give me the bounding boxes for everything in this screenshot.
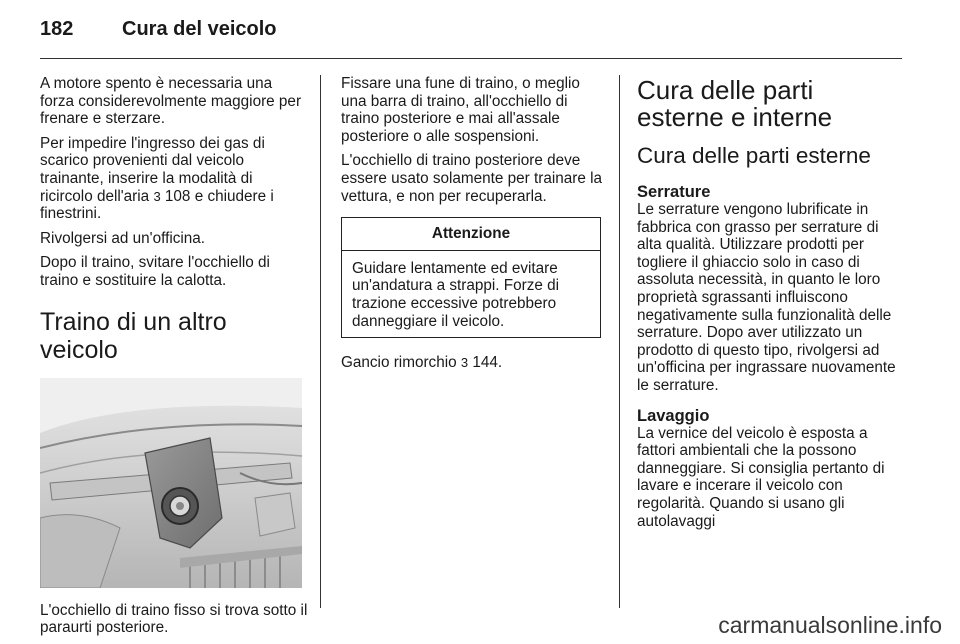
washing-paragraph: La vernice del veicolo è esposta a fattori ambientali che la possono danneggiare. Si consiglia pertanto di lavare e incerare il veicolo con regolarità. Quando si usano gli autolavaggi xyxy=(637,424,885,530)
page-number: 182 xyxy=(40,18,74,40)
paragraph: A motore spento è necessaria una forza considerevolmente maggiore per frenare e sterzare. xyxy=(40,75,302,128)
cross-reference-arrow-icon[interactable]: 3 xyxy=(460,355,469,371)
warning-notice-box xyxy=(341,217,601,338)
page-title: Cura del veicolo xyxy=(122,18,277,40)
column-2 xyxy=(341,75,603,379)
paragraph: L'occhiello di traino posteriore deve essere usato solamente per trainare la vettura, e non per recuperarla. xyxy=(341,152,603,205)
page-header xyxy=(40,18,902,48)
header-divider xyxy=(40,58,902,59)
paragraph: Rivolgersi ad un'officina. xyxy=(40,229,206,247)
section-heading: Traino di un altro veicolo xyxy=(40,307,227,364)
column-divider-2 xyxy=(619,75,620,608)
figure-caption: L'occhiello di traino fisso si trova sotto il paraurti posteriore. xyxy=(40,601,308,637)
cross-reference-arrow-icon[interactable]: 3 xyxy=(153,188,161,204)
locks-paragraph: Le serrature vengono lubrificate in fabbrica con grasso per serrature di alta qualità. Utilizzare prodotti per togliere il ghiaccio solo in caso di assoluta necessità, in quanto le loro proprietà sgrassanti influiscono negativamente sulla funzionalità delle serrature. Dopo aver utilizzato un prodotto di questo tipo, rivolgersi ad un'officina per ingrassare nuovamente le serrature. xyxy=(637,201,896,394)
locks-heading: Serrature xyxy=(637,183,711,201)
watermark: carmanualsonline.info xyxy=(718,612,942,638)
paragraph: Dopo il traino, svitare l'occhiello di traino e sostituire la calotta. xyxy=(40,254,270,289)
towing-eye-illustration xyxy=(40,378,302,588)
paragraph: Per impedire l'ingresso dei gas di scarico provenienti dal veicolo trainante, inserire la modalità di ricircolo dell'aria 3 108 e chiudere i finestrini. xyxy=(40,134,274,223)
washing-heading: Lavaggio xyxy=(637,406,710,425)
column-3 xyxy=(637,75,902,542)
column-divider-1 xyxy=(320,75,321,608)
main-heading: Cura delle parti esterne e interne xyxy=(637,75,833,132)
notice-body: Guidare lentamente ed evitare un'andatura a strappi. Forze di trazione eccessive potrebbero danneggiare il veicolo. xyxy=(352,259,560,330)
column-1 xyxy=(40,75,308,644)
paragraph: Fissare una fune di traino, o meglio una barra di traino, all'occhiello di traino posteriore e mai all'assale posteriore o alle sospensioni. xyxy=(341,75,580,145)
paragraph: Gancio rimorchio 3 144. xyxy=(341,354,503,372)
subheading: Cura delle parti esterne xyxy=(637,143,871,168)
notice-title: Attenzione xyxy=(342,218,600,251)
